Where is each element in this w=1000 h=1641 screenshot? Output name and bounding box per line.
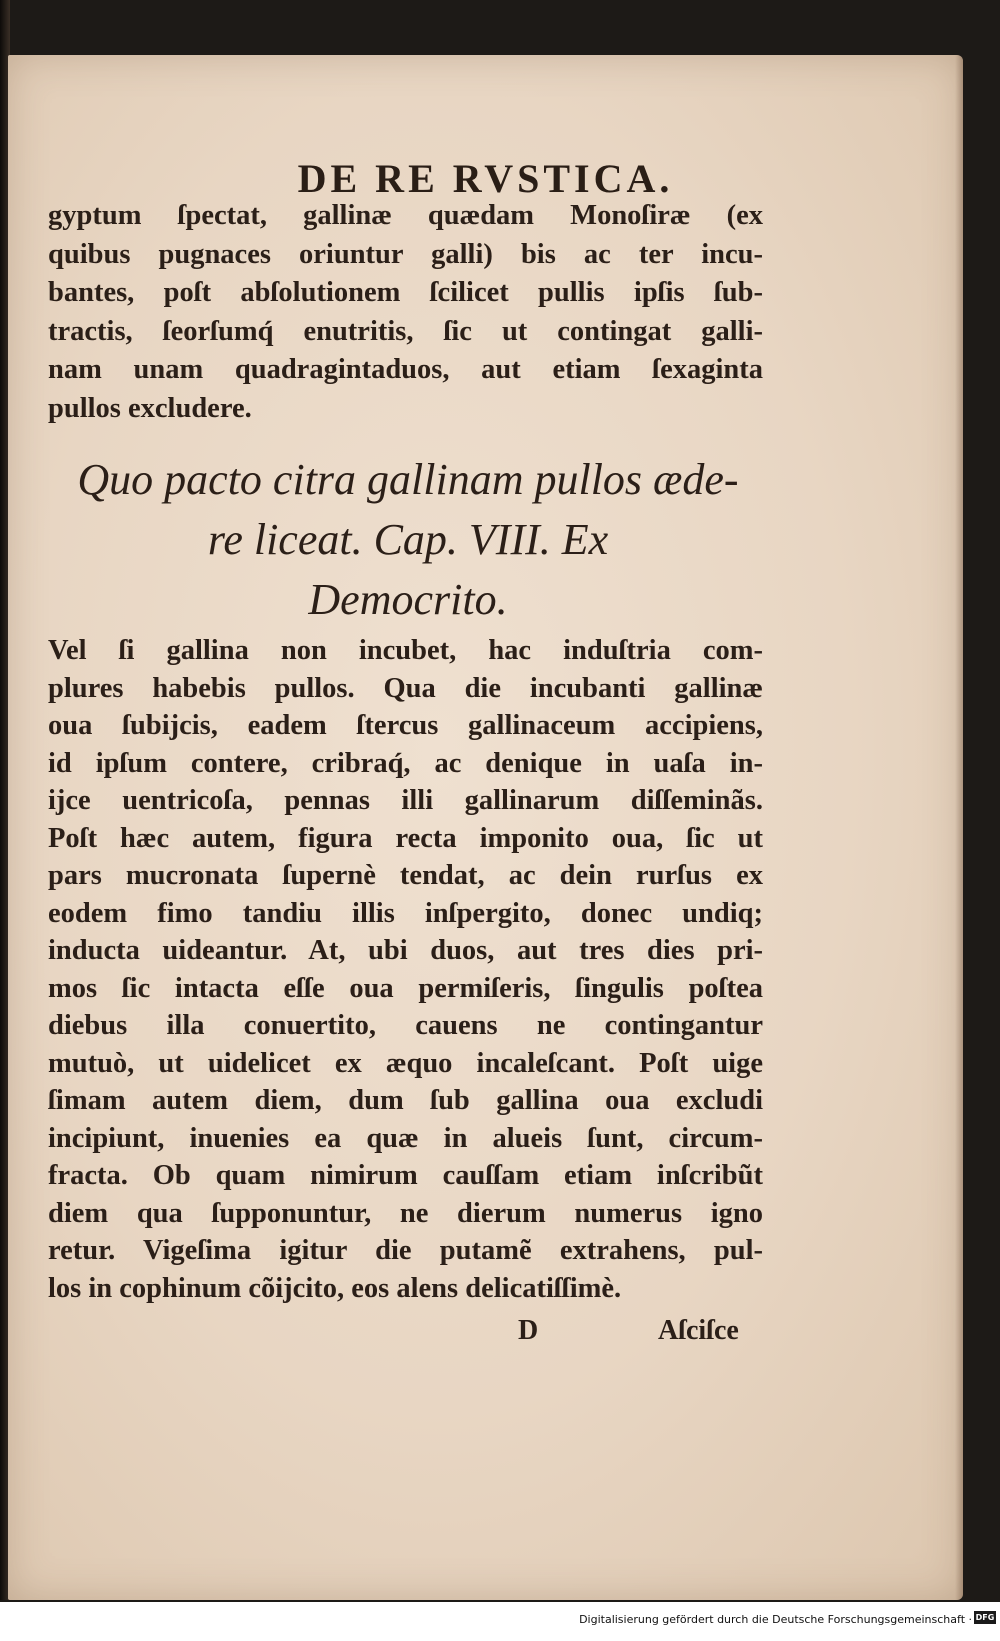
book-page: [8, 55, 963, 1600]
text-line: ſimam autem diem, dum ſub gallina oua excludi: [48, 1085, 763, 1116]
dfg-logo-icon: DFG: [975, 1613, 995, 1622]
text-line: gyptum ſpectat, gallinæ quædam Monoſiræ (ex: [48, 200, 763, 231]
digitization-footer: [0, 1602, 1000, 1641]
text-line: mutuò, ut uidelicet ex æquo incaleſcant. Poſt uige: [48, 1047, 763, 1079]
text-line: id ipſum contere, cribraq́, ac denique in uaſa in-: [48, 747, 763, 779]
text-line: diem qua ſupponuntur, ne dierum numerus igno: [48, 1197, 763, 1229]
text-line: Poſt hæc autem, figura recta imponito oua, ſic ut: [48, 822, 763, 854]
text-line: retur. Vigeſima igitur die putamẽ extrahens, pul-: [48, 1235, 763, 1266]
text-line: los in cophinum cõijcito, eos alens delicatiſſimè.: [48, 1272, 622, 1304]
text-line: diebus illa conuertito, cauens ne contingantur: [48, 1010, 763, 1041]
paragraph-2: [48, 632, 763, 1307]
text-line: quibus pugnaces oriuntur galli) bis ac ter incu-: [48, 238, 763, 270]
catchword: Aſciſce: [658, 1315, 739, 1346]
text-line: inducta uideantur. At, ubi duos, aut tres dies pri-: [48, 935, 763, 966]
text-line: mos ſic intacta eſſe oua permiſeris, ſingulis poſtea: [48, 972, 763, 1004]
text-line: Vel ſi gallina non incubet, hac induſtria com-: [48, 635, 763, 666]
credit-line: Digitalisierung gefördert durch die Deutsche Forschungsgemeinschaft ·: [579, 1613, 972, 1626]
text-line: oua ſubijcis, eadem ſtercus gallinaceum accipiens,: [48, 710, 763, 741]
text-line: pullos excludere.: [48, 392, 252, 424]
text-line: pars mucronata ſupernè tendat, ac dein rurſus ex: [48, 860, 763, 891]
chapter-heading: [38, 450, 778, 630]
text-line: incipiunt, inuenies ea quæ in alueis ſunt, circum-: [48, 1122, 763, 1154]
text-line: eodem fimo tandiu illis inſpergito, donec undiq;: [48, 897, 763, 929]
text-line: ijce uentricoſa, pennas illi gallinarum diſſeminãs.: [48, 785, 763, 816]
text-line: bantes, poſt abſolutionem ſcilicet pullis ipſis ſub-: [48, 277, 763, 308]
heading-line: Quo pacto citra gallinam pullos æde-: [77, 455, 739, 504]
heading-line: Democrito.: [308, 575, 508, 624]
text-line: tractis, ſeorſumq́ enutritis, ſic ut contingat galli-: [48, 315, 763, 347]
text-line: plures habebis pullos. Qua die incubanti gallinæ: [48, 672, 763, 704]
signature-mark: D: [518, 1315, 539, 1346]
paragraph-1: [48, 197, 763, 428]
heading-line: re liceat. Cap. VIII. Ex: [207, 515, 609, 564]
text-line: nam unam quadragintaduos, aut etiam ſexaginta: [48, 354, 763, 385]
text-line: fracta. Ob quam nimirum cauſſam etiam inſcribũt: [48, 1160, 763, 1191]
page-edge-shadow: [955, 55, 963, 1600]
running-head: DE RE RVSTICA.: [297, 156, 674, 201]
